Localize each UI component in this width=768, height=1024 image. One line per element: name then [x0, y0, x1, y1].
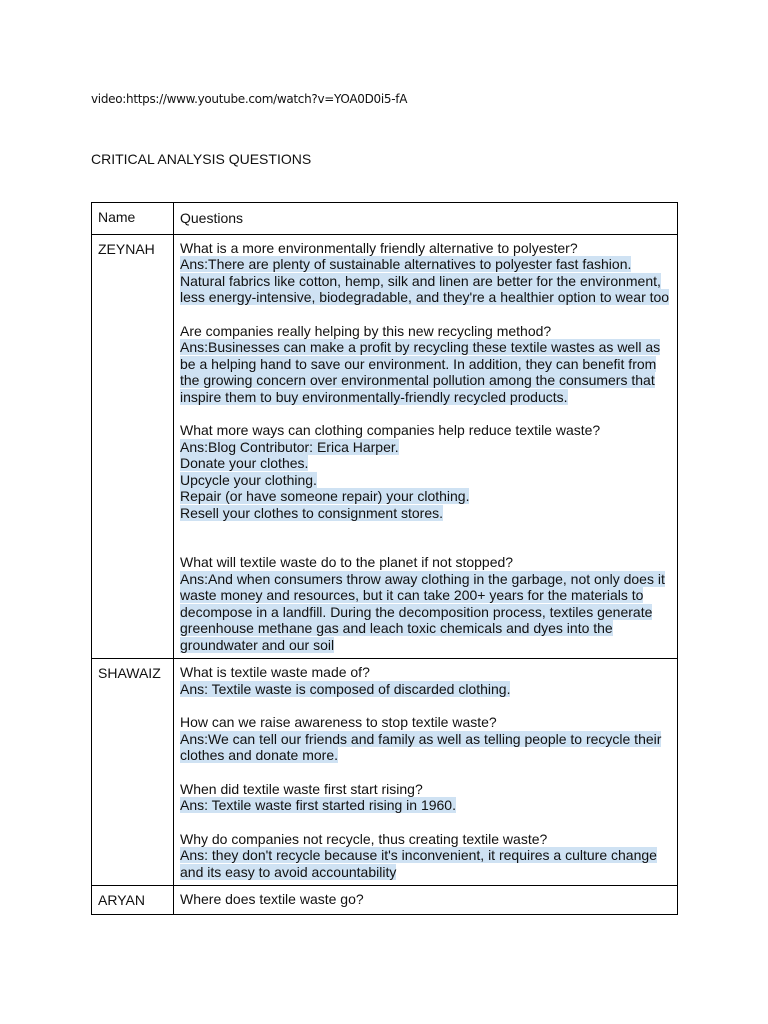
question: What is a more environmentally friendly alternative to polyester? [180, 239, 578, 256]
qa-item [180, 664, 672, 697]
table-header-row [92, 203, 678, 235]
answer-line: Ans: they don't recycle because it's inconvenient, it requires a culture change [180, 847, 657, 863]
answer-line: Ans:And when consumers throw away clothing in the garbage, not only does it [180, 570, 665, 587]
question: Why do companies not recycle, thus creating textile waste? [180, 830, 548, 847]
answer-line: inspire them to buy environmentally-friendly recycled products. [180, 388, 568, 405]
header-name: Name [92, 203, 174, 235]
qa-item [180, 323, 672, 406]
question: Where does textile waste go? [180, 891, 364, 907]
qa-item [180, 714, 672, 764]
questions-cell [174, 886, 678, 915]
question: What is textile waste made of? [180, 664, 370, 680]
answer-line: decompose in a landfill. During the decomposition process, textiles generate [180, 603, 653, 620]
qa-item [180, 831, 672, 881]
answer-line: Resell your clothes to consignment stores. [180, 504, 444, 521]
answer-line: less energy-intensive, biodegradable, and they're a healthier option to wear too [180, 289, 670, 305]
answer-line: Ans:Blog Contributor: Erica Harper. [180, 438, 399, 455]
answer-line: the growing concern over environmental pollution among the consumers that [180, 372, 655, 388]
student-name: ARYAN [92, 886, 174, 915]
answer-line: Ans:We can tell our friends and family as well as telling people to recycle their [180, 730, 662, 747]
answer-line: waste money and resources, but it can take 200+ years for the materials to [180, 587, 644, 603]
question: What more ways can clothing companies help reduce textile waste? [180, 422, 601, 438]
video-link[interactable]: video:https://www.youtube.com/watch?v=YOA0D0i5-fA [91, 92, 408, 106]
question: How can we raise awareness to stop textile waste? [180, 714, 497, 730]
answer-line: Donate your clothes. [180, 455, 309, 471]
question: Are companies really helping by this new recycling method? [180, 322, 552, 339]
qa-item [180, 422, 672, 521]
answer-line: Ans: Textile waste is composed of discarded clothing. [180, 680, 511, 697]
student-name: SHAWAIZ [92, 659, 174, 886]
table-row-shawaiz [92, 659, 678, 886]
answer-line: greenhouse methane gas and leach toxic chemicals and dyes into the [180, 620, 613, 636]
qa-item [180, 240, 672, 306]
answer-line: and its easy to avoid accountability [180, 863, 397, 880]
question: When did textile waste first start rising? [180, 780, 423, 797]
answer-line: Natural fabrics like cotton, hemp, silk and linen are better for the environment, [180, 272, 661, 289]
student-name: ZEYNAH [92, 234, 174, 659]
questions-cell [174, 659, 678, 886]
answer-line: Ans:Businesses can make a profit by recycling these textile wastes as well as [180, 339, 661, 355]
answer-line: Ans: Textile waste first started rising in 1960. [180, 797, 456, 813]
answer-line: groundwater and our soil [180, 636, 335, 653]
table-row-zeynah [92, 234, 678, 659]
answer-line: Repair (or have someone repair) your clothing. [180, 488, 470, 504]
qa-item [180, 781, 672, 814]
table-row-aryan [92, 886, 678, 915]
answer-line: Ans:There are plenty of sustainable alternatives to polyester fast fashion. [180, 256, 632, 272]
questions-table [91, 202, 678, 915]
answer-line: Upcycle your clothing. [180, 471, 317, 488]
questions-cell [174, 234, 678, 659]
qa-item [180, 554, 672, 653]
header-questions: Questions [174, 203, 678, 235]
document-title: CRITICAL ANALYSIS QUESTIONS [91, 151, 312, 167]
qa-item [180, 891, 672, 908]
answer-line: be a helping hand to save our environment. In addition, they can benefit from [180, 355, 657, 372]
answer-line: clothes and donate more. [180, 747, 338, 763]
question: What will textile waste do to the planet if not stopped? [180, 554, 514, 570]
